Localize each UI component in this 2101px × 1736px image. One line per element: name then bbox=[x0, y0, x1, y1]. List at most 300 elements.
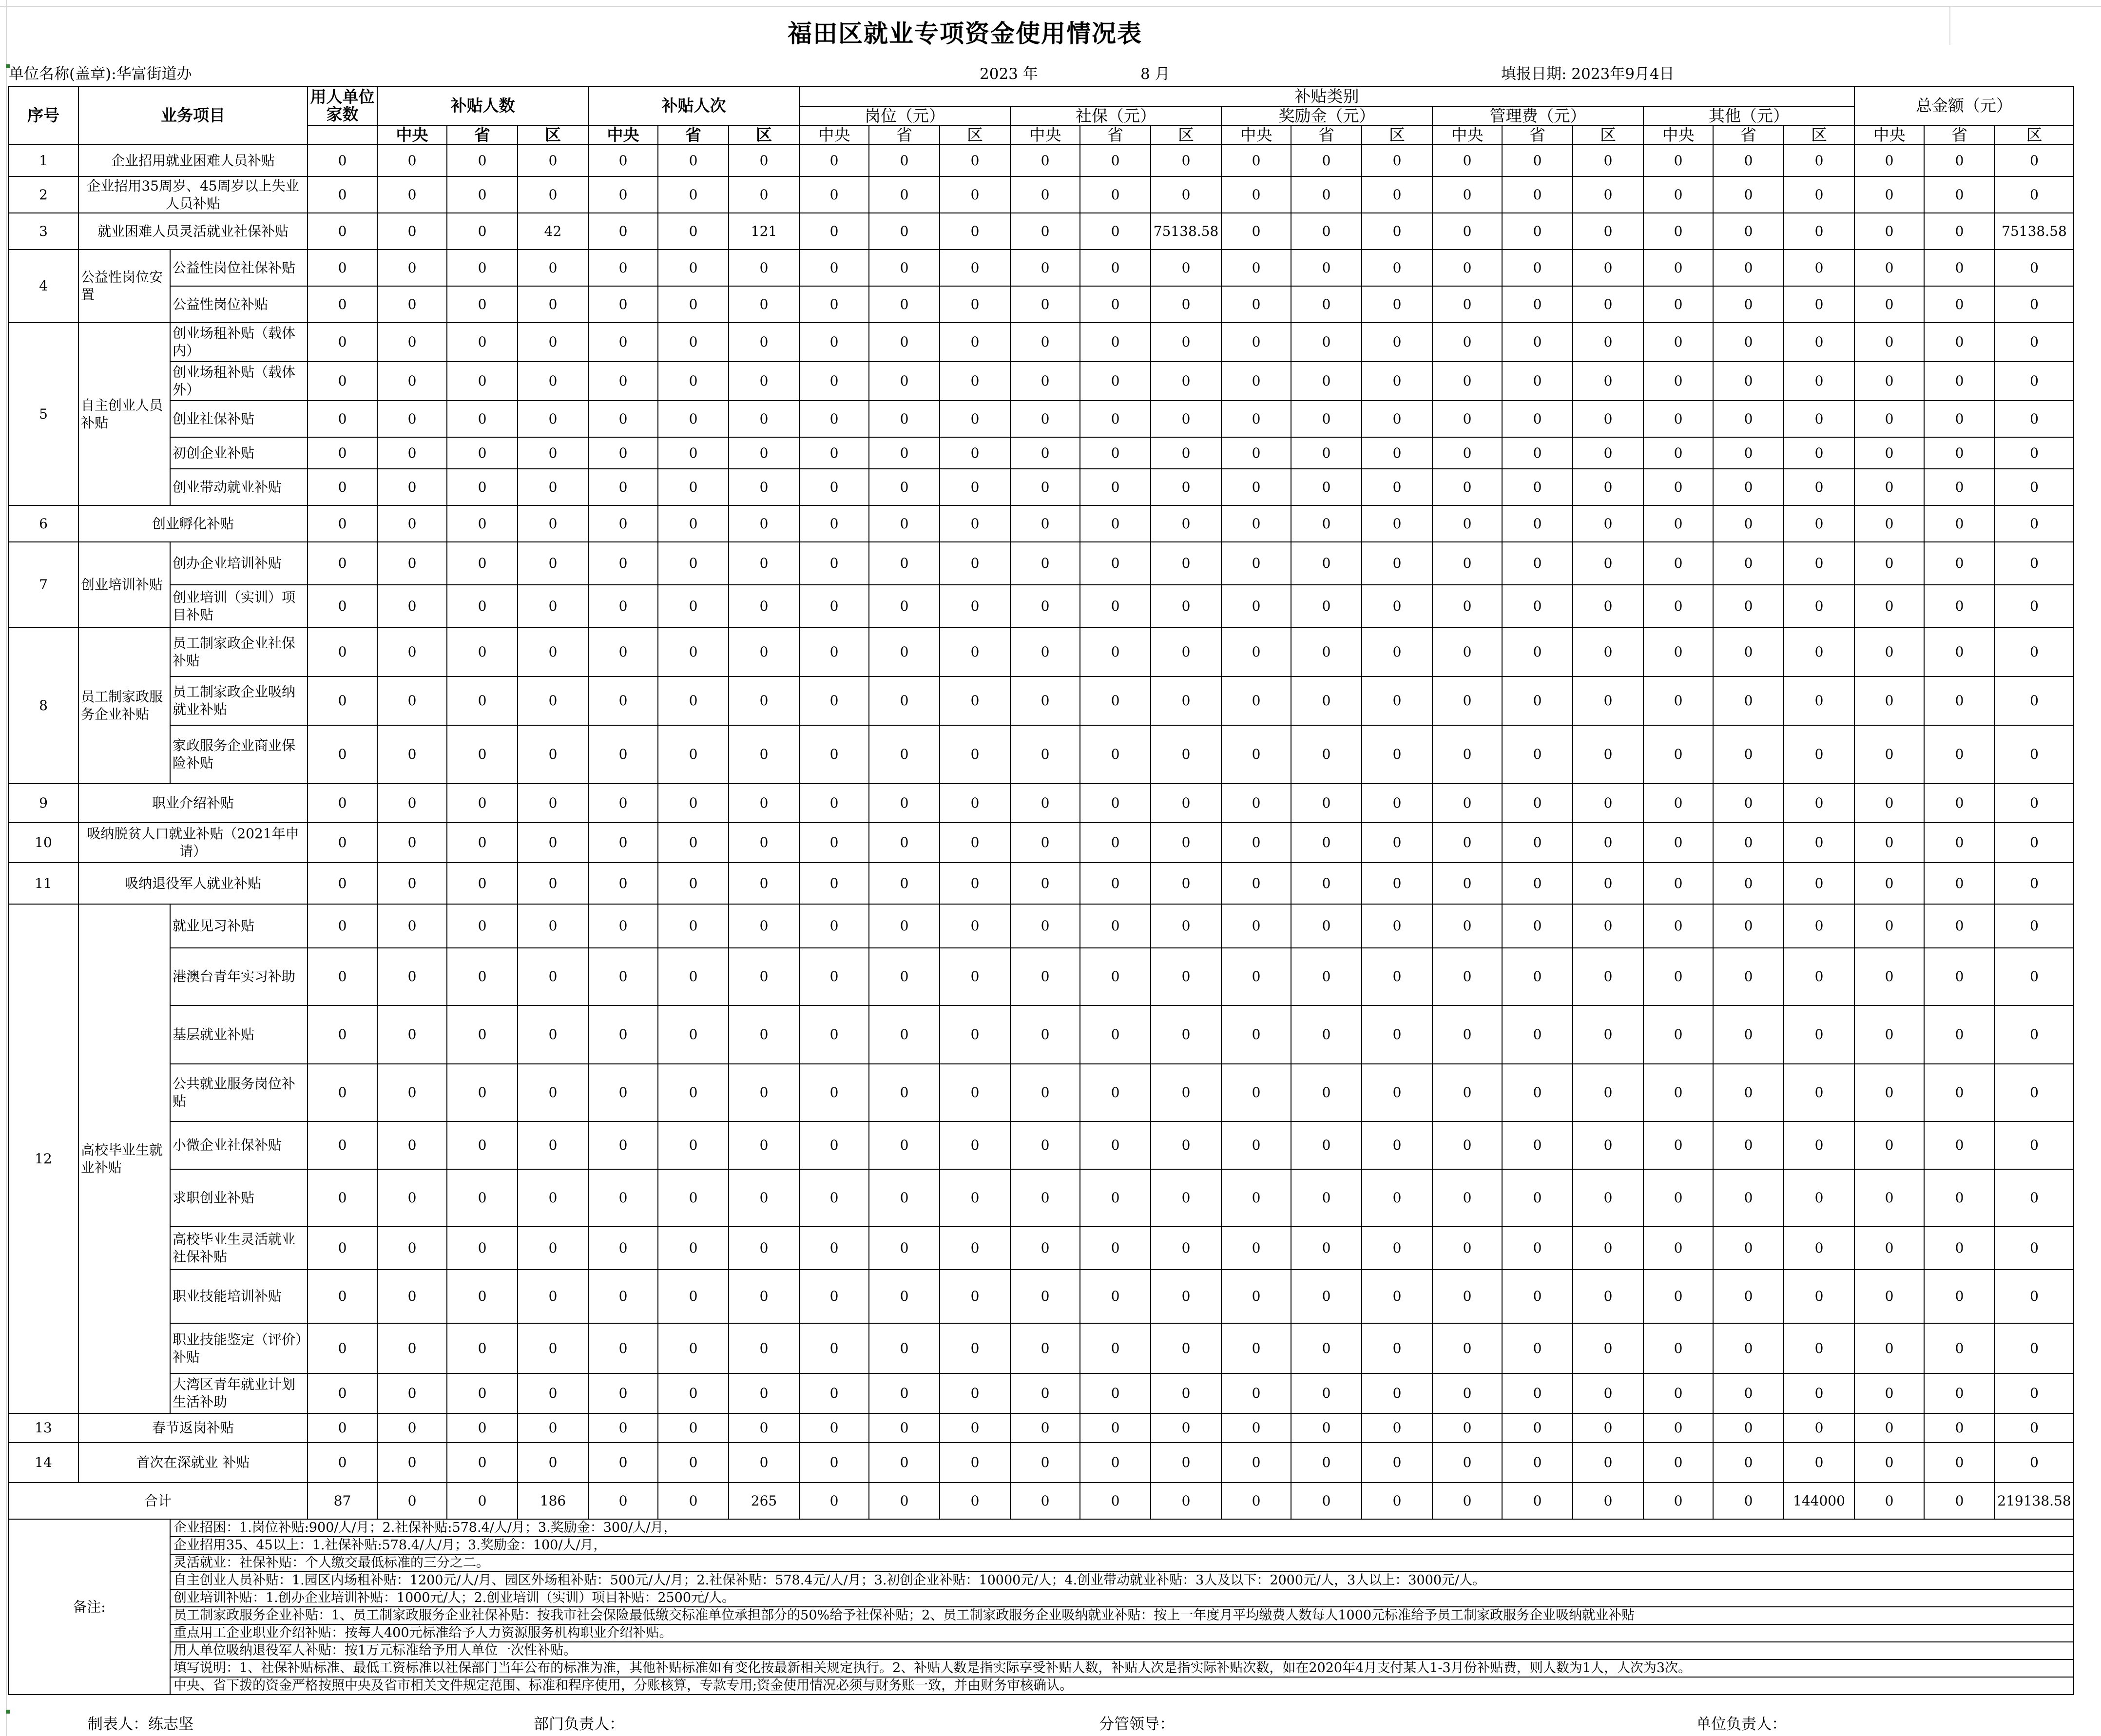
value-cell: 0 bbox=[1713, 823, 1784, 863]
value-cell: 0 bbox=[1151, 250, 1221, 286]
value-cell: 0 bbox=[1362, 1323, 1432, 1373]
row-subitem: 创办企业培训补贴 bbox=[170, 542, 308, 585]
value-cell: 0 bbox=[799, 437, 869, 469]
value-cell: 0 bbox=[1080, 1270, 1151, 1323]
table-row bbox=[8, 676, 2074, 725]
value-cell: 0 bbox=[1995, 1413, 2074, 1443]
value-cell: 0 bbox=[658, 401, 729, 437]
value-cell: 0 bbox=[1151, 1227, 1221, 1270]
value-cell: 0 bbox=[447, 1169, 518, 1227]
table-row bbox=[8, 469, 2074, 505]
header-row bbox=[8, 86, 2074, 107]
value-cell: 0 bbox=[1854, 784, 1924, 823]
value-cell: 0 bbox=[940, 469, 1010, 505]
value-cell: 0 bbox=[799, 362, 869, 401]
value-cell: 0 bbox=[1080, 823, 1151, 863]
table-row bbox=[8, 1064, 2074, 1121]
row-subitem: 公共就业服务岗位补贴 bbox=[170, 1064, 308, 1121]
value-cell: 0 bbox=[447, 1443, 518, 1483]
table-row bbox=[8, 1443, 2074, 1483]
value-cell: 0 bbox=[1924, 784, 1995, 823]
value-cell: 0 bbox=[1924, 1227, 1995, 1270]
value-cell: 0 bbox=[1924, 1443, 1995, 1483]
table-row bbox=[8, 628, 2074, 676]
total-value: 0 bbox=[1643, 1483, 1713, 1519]
value-cell: 0 bbox=[1080, 145, 1151, 176]
value-cell: 0 bbox=[658, 1323, 729, 1373]
value-cell: 0 bbox=[377, 1227, 447, 1270]
value-cell: 0 bbox=[1784, 863, 1854, 904]
value-cell: 0 bbox=[1573, 725, 1643, 784]
value-cell: 0 bbox=[1713, 1064, 1784, 1121]
value-cell: 0 bbox=[1995, 542, 2074, 585]
row-seq: 7 bbox=[8, 542, 78, 628]
value-cell: 0 bbox=[1643, 863, 1713, 904]
table-row bbox=[8, 1169, 2074, 1227]
value-cell: 0 bbox=[1362, 823, 1432, 863]
row-item: 自主创业人员补贴 bbox=[78, 323, 170, 505]
value-cell: 0 bbox=[1432, 469, 1502, 505]
value-cell: 0 bbox=[1362, 1373, 1432, 1413]
value-cell: 0 bbox=[1854, 1413, 1924, 1443]
value-cell: 0 bbox=[658, 1270, 729, 1323]
value-cell: 0 bbox=[518, 1169, 588, 1227]
value-cell: 0 bbox=[940, 176, 1010, 213]
total-value: 0 bbox=[940, 1483, 1010, 1519]
value-cell: 0 bbox=[588, 250, 658, 286]
value-cell: 0 bbox=[1010, 250, 1080, 286]
value-cell: 0 bbox=[1924, 948, 1995, 1005]
value-cell: 0 bbox=[1573, 145, 1643, 176]
value-cell: 0 bbox=[377, 628, 447, 676]
value-cell: 0 bbox=[799, 948, 869, 1005]
value-cell: 0 bbox=[869, 362, 940, 401]
value-cell: 0 bbox=[1010, 1413, 1080, 1443]
value-cell: 0 bbox=[447, 676, 518, 725]
value-cell: 0 bbox=[1432, 1005, 1502, 1064]
header-province: 省 bbox=[1291, 125, 1362, 145]
table-row bbox=[8, 145, 2074, 176]
value-cell: 0 bbox=[729, 904, 799, 948]
value-cell: 0 bbox=[1221, 948, 1291, 1005]
table-row bbox=[8, 863, 2074, 904]
value-cell: 0 bbox=[1573, 250, 1643, 286]
value-cell: 0 bbox=[799, 1169, 869, 1227]
value-cell: 0 bbox=[869, 469, 940, 505]
value-cell: 0 bbox=[588, 1064, 658, 1121]
value-cell: 0 bbox=[588, 542, 658, 585]
value-cell: 0 bbox=[1080, 725, 1151, 784]
value-cell: 0 bbox=[1291, 784, 1362, 823]
unit-name: 单位名称(盖章):华富街道办 bbox=[9, 65, 192, 83]
value-cell: 0 bbox=[869, 1443, 940, 1483]
value-cell: 0 bbox=[729, 784, 799, 823]
value-cell: 0 bbox=[940, 1005, 1010, 1064]
header-central: 中央 bbox=[588, 125, 658, 145]
table-row bbox=[8, 1323, 2074, 1373]
value-cell: 0 bbox=[1151, 904, 1221, 948]
value-cell: 0 bbox=[447, 823, 518, 863]
value-cell: 0 bbox=[1291, 1064, 1362, 1121]
value-cell: 0 bbox=[658, 1169, 729, 1227]
value-cell: 0 bbox=[1362, 213, 1432, 250]
value-cell: 0 bbox=[1502, 1443, 1573, 1483]
table-row bbox=[8, 784, 2074, 823]
value-cell: 0 bbox=[1080, 1227, 1151, 1270]
row-subitem: 创业培训（实训）项目补贴 bbox=[170, 585, 308, 628]
note-row bbox=[8, 1554, 2074, 1572]
value-cell: 0 bbox=[1432, 585, 1502, 628]
value-cell: 0 bbox=[1784, 176, 1854, 213]
value-cell: 0 bbox=[588, 1227, 658, 1270]
total-value: 0 bbox=[1713, 1483, 1784, 1519]
value-cell: 0 bbox=[1362, 286, 1432, 323]
value-cell: 0 bbox=[308, 1227, 377, 1270]
value-cell: 0 bbox=[1291, 1323, 1362, 1373]
value-cell: 0 bbox=[1713, 784, 1784, 823]
value-cell: 0 bbox=[518, 1121, 588, 1169]
page-title: 福田区就业专项资金使用情况表 bbox=[788, 19, 1142, 48]
value-cell: 0 bbox=[1995, 1270, 2074, 1323]
value-cell: 0 bbox=[1924, 145, 1995, 176]
value-cell: 0 bbox=[1784, 145, 1854, 176]
header-reward: 奖励金（元） bbox=[1221, 107, 1432, 125]
value-cell: 0 bbox=[1080, 628, 1151, 676]
value-cell: 0 bbox=[1010, 863, 1080, 904]
value-cell: 0 bbox=[799, 176, 869, 213]
value-cell: 0 bbox=[308, 437, 377, 469]
table-row bbox=[8, 585, 2074, 628]
value-cell: 0 bbox=[1643, 323, 1713, 362]
value-cell: 0 bbox=[729, 1373, 799, 1413]
value-cell: 0 bbox=[1432, 725, 1502, 784]
value-cell: 0 bbox=[1291, 1005, 1362, 1064]
value-cell: 0 bbox=[1784, 823, 1854, 863]
value-cell: 0 bbox=[1432, 1169, 1502, 1227]
value-cell: 0 bbox=[1995, 628, 2074, 676]
value-cell: 0 bbox=[1432, 145, 1502, 176]
value-cell: 0 bbox=[729, 1169, 799, 1227]
value-cell: 0 bbox=[1502, 585, 1573, 628]
note-line: 自主创业人员补贴：1.园区内场租补贴：1200元/人/月、园区外场租补贴：500元/人/月；2.社保补贴：578.4元/人/月；3.初创企业补贴：10000元/人；4.创业带动就业补贴：3人及以下：2000元/人，3人以上：3000元/人。 bbox=[170, 1572, 2074, 1589]
total-value: 0 bbox=[1924, 1483, 1995, 1519]
value-cell: 0 bbox=[518, 1005, 588, 1064]
value-cell: 0 bbox=[447, 362, 518, 401]
value-cell: 0 bbox=[308, 145, 377, 176]
value-cell: 0 bbox=[799, 1121, 869, 1169]
value-cell: 0 bbox=[1573, 784, 1643, 823]
value-cell: 0 bbox=[1784, 948, 1854, 1005]
value-cell: 0 bbox=[1924, 176, 1995, 213]
value-cell: 0 bbox=[1010, 213, 1080, 250]
value-cell: 0 bbox=[1080, 362, 1151, 401]
value-cell: 0 bbox=[1502, 1064, 1573, 1121]
value-cell: 0 bbox=[1573, 948, 1643, 1005]
value-cell: 0 bbox=[869, 323, 940, 362]
value-cell: 0 bbox=[1995, 323, 2074, 362]
value-cell: 0 bbox=[940, 1323, 1010, 1373]
table-row bbox=[8, 542, 2074, 585]
value-cell: 0 bbox=[658, 437, 729, 469]
value-cell: 0 bbox=[1502, 904, 1573, 948]
value-cell: 0 bbox=[1080, 250, 1151, 286]
value-cell: 0 bbox=[1432, 437, 1502, 469]
value-cell: 0 bbox=[1573, 904, 1643, 948]
value-cell: 0 bbox=[1151, 469, 1221, 505]
value-cell: 0 bbox=[1713, 176, 1784, 213]
total-value: 0 bbox=[1502, 1483, 1573, 1519]
value-cell: 0 bbox=[658, 176, 729, 213]
value-cell: 0 bbox=[1854, 1005, 1924, 1064]
row-subitem: 初创企业补贴 bbox=[170, 437, 308, 469]
value-cell: 0 bbox=[1151, 1121, 1221, 1169]
value-cell: 0 bbox=[1151, 323, 1221, 362]
value-cell: 0 bbox=[1573, 542, 1643, 585]
value-cell: 0 bbox=[940, 1169, 1010, 1227]
header-units-empty bbox=[308, 125, 377, 145]
value-cell: 0 bbox=[1221, 1005, 1291, 1064]
value-cell: 0 bbox=[308, 784, 377, 823]
value-cell: 0 bbox=[1080, 437, 1151, 469]
value-cell: 0 bbox=[940, 784, 1010, 823]
value-cell: 0 bbox=[1924, 469, 1995, 505]
value-cell: 0 bbox=[940, 1373, 1010, 1413]
value-cell: 0 bbox=[1221, 505, 1291, 542]
value-cell: 0 bbox=[799, 469, 869, 505]
value-cell: 0 bbox=[308, 1323, 377, 1373]
value-cell: 0 bbox=[1010, 725, 1080, 784]
total-value: 0 bbox=[1573, 1483, 1643, 1519]
value-cell: 0 bbox=[1291, 823, 1362, 863]
value-cell: 0 bbox=[377, 1413, 447, 1443]
value-cell: 0 bbox=[1924, 1064, 1995, 1121]
value-cell: 0 bbox=[1010, 1064, 1080, 1121]
value-cell: 0 bbox=[1432, 1413, 1502, 1443]
value-cell: 0 bbox=[799, 628, 869, 676]
value-cell: 0 bbox=[729, 863, 799, 904]
value-cell: 0 bbox=[1221, 863, 1291, 904]
value-cell: 0 bbox=[1643, 1443, 1713, 1483]
value-cell: 0 bbox=[1784, 469, 1854, 505]
value-cell: 0 bbox=[869, 250, 940, 286]
value-cell: 0 bbox=[1221, 585, 1291, 628]
header-district: 区 bbox=[1573, 125, 1643, 145]
value-cell: 0 bbox=[1573, 585, 1643, 628]
value-cell: 0 bbox=[729, 1270, 799, 1323]
value-cell: 0 bbox=[799, 542, 869, 585]
value-cell: 0 bbox=[940, 286, 1010, 323]
value-cell: 0 bbox=[1432, 1443, 1502, 1483]
value-cell: 0 bbox=[729, 542, 799, 585]
value-cell: 0 bbox=[1924, 1121, 1995, 1169]
value-cell: 0 bbox=[799, 676, 869, 725]
value-cell: 0 bbox=[1854, 1373, 1924, 1413]
value-cell: 0 bbox=[869, 437, 940, 469]
value-cell: 0 bbox=[1010, 401, 1080, 437]
value-cell: 0 bbox=[1362, 1005, 1432, 1064]
gridline-title-right bbox=[1949, 6, 1950, 45]
value-cell: 0 bbox=[658, 1373, 729, 1413]
value-cell: 0 bbox=[1713, 1005, 1784, 1064]
value-cell: 0 bbox=[1784, 784, 1854, 823]
value-cell: 0 bbox=[1854, 437, 1924, 469]
value-cell: 0 bbox=[1502, 437, 1573, 469]
value-cell: 0 bbox=[729, 1443, 799, 1483]
value-cell: 0 bbox=[308, 505, 377, 542]
value-cell: 0 bbox=[1221, 784, 1291, 823]
value-cell: 0 bbox=[1291, 362, 1362, 401]
value-cell: 0 bbox=[1854, 362, 1924, 401]
value-cell: 0 bbox=[1502, 1373, 1573, 1413]
value-cell: 0 bbox=[1080, 176, 1151, 213]
value-cell: 0 bbox=[799, 863, 869, 904]
value-cell: 0 bbox=[1221, 1373, 1291, 1413]
header-province: 省 bbox=[447, 125, 518, 145]
value-cell: 0 bbox=[1362, 469, 1432, 505]
value-cell: 0 bbox=[1924, 1323, 1995, 1373]
total-value: 0 bbox=[1854, 1483, 1924, 1519]
value-cell: 0 bbox=[588, 505, 658, 542]
value-cell: 0 bbox=[308, 1064, 377, 1121]
value-cell: 0 bbox=[1151, 437, 1221, 469]
value-cell: 0 bbox=[1502, 469, 1573, 505]
value-cell: 0 bbox=[1854, 145, 1924, 176]
value-cell: 0 bbox=[940, 1270, 1010, 1323]
value-cell: 0 bbox=[377, 784, 447, 823]
value-cell: 0 bbox=[1221, 1227, 1291, 1270]
value-cell: 0 bbox=[1854, 213, 1924, 250]
header-total: 总金额（元） bbox=[1854, 86, 2074, 125]
value-cell: 0 bbox=[1573, 401, 1643, 437]
value-cell: 0 bbox=[447, 1005, 518, 1064]
value-cell: 0 bbox=[940, 1121, 1010, 1169]
note-row bbox=[8, 1537, 2074, 1554]
value-cell: 0 bbox=[308, 176, 377, 213]
value-cell: 0 bbox=[1573, 1227, 1643, 1270]
value-cell: 0 bbox=[940, 948, 1010, 1005]
value-cell: 0 bbox=[377, 1169, 447, 1227]
note-row bbox=[8, 1624, 2074, 1642]
value-cell: 0 bbox=[588, 1270, 658, 1323]
value-cell: 0 bbox=[869, 1323, 940, 1373]
value-cell: 0 bbox=[869, 676, 940, 725]
value-cell: 0 bbox=[1995, 1443, 2074, 1483]
value-cell: 0 bbox=[658, 628, 729, 676]
value-cell: 0 bbox=[729, 948, 799, 1005]
value-cell: 0 bbox=[308, 1005, 377, 1064]
value-cell: 0 bbox=[1010, 676, 1080, 725]
note-line: 填写说明：1、社保补贴标准、最低工资标准以社保部门当年公布的标准为准，其他补贴标准如有变化按最新相关规定执行。2、补贴人数是指实际享受补贴人数，补贴人次是指实际补贴次数，如在2020年4月支付某人1-3月份补贴费，则人数为1人，人次为3次。 bbox=[170, 1659, 2074, 1677]
value-cell: 0 bbox=[377, 1373, 447, 1413]
row-item: 创业培训补贴 bbox=[78, 542, 170, 628]
value-cell: 0 bbox=[1924, 362, 1995, 401]
value-cell: 0 bbox=[1080, 585, 1151, 628]
value-cell: 75138.58 bbox=[1995, 213, 2074, 250]
value-cell: 0 bbox=[1432, 176, 1502, 213]
value-cell: 0 bbox=[377, 250, 447, 286]
value-cell: 0 bbox=[1010, 469, 1080, 505]
value-cell: 0 bbox=[1362, 1169, 1432, 1227]
value-cell: 0 bbox=[799, 286, 869, 323]
value-cell: 0 bbox=[1221, 725, 1291, 784]
note-line: 员工制家政服务企业补贴：1、员工制家政服务企业社保补贴：按我市社会保险最低缴交标准单位承担部分的50%给予社保补贴；2、员工制家政服务企业吸纳就业补贴：按上一年度月平均缴费人数每人1000元标准给予员工制家政服务企业吸纳就业补贴 bbox=[170, 1607, 2074, 1624]
value-cell: 0 bbox=[1080, 505, 1151, 542]
value-cell: 0 bbox=[1643, 784, 1713, 823]
value-cell: 0 bbox=[1573, 863, 1643, 904]
note-row bbox=[8, 1642, 2074, 1659]
value-cell: 0 bbox=[799, 904, 869, 948]
value-cell: 0 bbox=[1362, 863, 1432, 904]
header-province: 省 bbox=[1502, 125, 1573, 145]
value-cell: 0 bbox=[658, 1443, 729, 1483]
value-cell: 0 bbox=[1713, 362, 1784, 401]
value-cell: 0 bbox=[447, 1121, 518, 1169]
value-cell: 0 bbox=[658, 948, 729, 1005]
value-cell: 0 bbox=[1573, 505, 1643, 542]
value-cell: 0 bbox=[1080, 542, 1151, 585]
value-cell: 0 bbox=[1291, 542, 1362, 585]
value-cell: 0 bbox=[1643, 676, 1713, 725]
value-cell: 0 bbox=[377, 505, 447, 542]
table-row bbox=[8, 323, 2074, 362]
value-cell: 0 bbox=[940, 542, 1010, 585]
value-cell: 0 bbox=[447, 542, 518, 585]
value-cell: 0 bbox=[869, 628, 940, 676]
total-value: 0 bbox=[1221, 1483, 1291, 1519]
value-cell: 0 bbox=[940, 401, 1010, 437]
value-cell: 0 bbox=[1784, 1270, 1854, 1323]
table-row bbox=[8, 948, 2074, 1005]
value-cell: 0 bbox=[588, 145, 658, 176]
value-cell: 0 bbox=[1502, 145, 1573, 176]
table-row bbox=[8, 437, 2074, 469]
row-item: 春节返岗补贴 bbox=[78, 1413, 308, 1443]
value-cell: 0 bbox=[1362, 1064, 1432, 1121]
value-cell: 0 bbox=[1362, 784, 1432, 823]
value-cell: 0 bbox=[1784, 213, 1854, 250]
value-cell: 0 bbox=[799, 823, 869, 863]
row-item: 职业介绍补贴 bbox=[78, 784, 308, 823]
value-cell: 0 bbox=[1432, 904, 1502, 948]
row-subitem: 基层就业补贴 bbox=[170, 1005, 308, 1064]
value-cell: 0 bbox=[1010, 823, 1080, 863]
value-cell: 0 bbox=[1573, 286, 1643, 323]
value-cell: 0 bbox=[869, 1005, 940, 1064]
value-cell: 0 bbox=[1151, 505, 1221, 542]
value-cell: 0 bbox=[308, 1413, 377, 1443]
value-cell: 0 bbox=[658, 1413, 729, 1443]
value-cell: 0 bbox=[447, 1270, 518, 1323]
row-seq: 9 bbox=[8, 784, 78, 823]
value-cell: 0 bbox=[377, 542, 447, 585]
value-cell: 0 bbox=[729, 725, 799, 784]
value-cell: 0 bbox=[1784, 1443, 1854, 1483]
row-subitem: 公益性岗位社保补贴 bbox=[170, 250, 308, 286]
value-cell: 0 bbox=[1924, 323, 1995, 362]
value-cell: 0 bbox=[1291, 1373, 1362, 1413]
value-cell: 0 bbox=[1713, 401, 1784, 437]
value-cell: 0 bbox=[1432, 213, 1502, 250]
value-cell: 0 bbox=[1080, 863, 1151, 904]
funds-table bbox=[8, 86, 2074, 1695]
note-line: 中央、省下拨的资金严格按照中央及省市相关文件规定范围、标准和程序使用，分账核算，专款专用;资金使用情况必须与财务账一致，并由财务审核确认。 bbox=[170, 1677, 2074, 1695]
header-district: 区 bbox=[1784, 125, 1854, 145]
value-cell: 0 bbox=[588, 1169, 658, 1227]
table-row bbox=[8, 1227, 2074, 1270]
value-cell: 0 bbox=[1432, 863, 1502, 904]
value-cell: 0 bbox=[729, 676, 799, 725]
value-cell: 0 bbox=[1080, 784, 1151, 823]
